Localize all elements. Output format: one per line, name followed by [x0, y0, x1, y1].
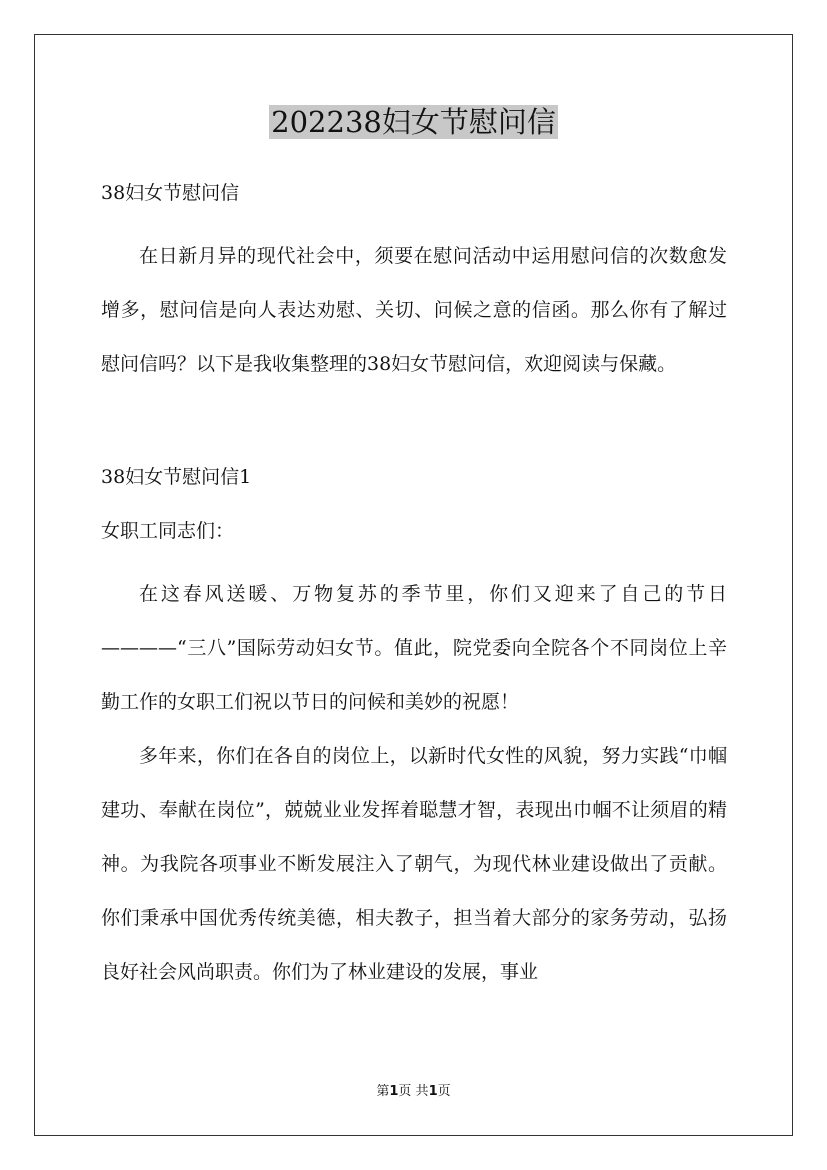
letter-paragraph: 多年来，你们在各自的岗位上，以新时代女性的风貌，努力实践“巾帼建功、奉献在岗位”，兢兢业业发挥着聪慧才智，表现出巾帼不让须眉的精神。为我院各项事业不断发展注入了朝气，为现代林业建设做出了贡献。你们秉承中国优秀传统美德，相夫教子，担当着大部分的家务劳动，弘扬良好社会风尚职责。你们为了林业建设的发展，事业: [101, 745, 727, 983]
footer-middle: 页 共: [398, 1084, 429, 1099]
intro-paragraph: 在日新月异的现代社会中，须要在慰问活动中运用慰问信的次数愈发增多，慰问信是向人表达劝慰、关切、问候之意的信函。那么你有了解过慰问信吗？以下是我收集整理的38妇女节慰问信，欢迎阅读与保藏。: [101, 245, 727, 375]
letter-salutation: 女职工同志们：: [101, 520, 235, 542]
document-title-text: 202238妇女节慰问信: [271, 105, 556, 139]
document-body: [101, 175, 727, 999]
footer-prefix: 第: [376, 1084, 390, 1099]
footer-total-pages: 1: [428, 1084, 438, 1099]
letter-paragraph: 在这春风送暖、万物复苏的季节里，你们又迎来了自己的节日————“三八”国际劳动妇女节。值此，院党委向全院各个不同岗位上辛勤工作的女职工们祝以节日的问候和美妙的祝愿！: [101, 583, 727, 713]
document-title: [0, 100, 827, 144]
footer-current-page: 1: [389, 1084, 399, 1099]
document-subtitle: 38妇女节慰问信: [101, 182, 240, 204]
page-footer: [0, 1084, 827, 1100]
letter-heading: 38妇女节慰问信1: [101, 466, 252, 488]
footer-suffix: 页: [437, 1084, 451, 1099]
